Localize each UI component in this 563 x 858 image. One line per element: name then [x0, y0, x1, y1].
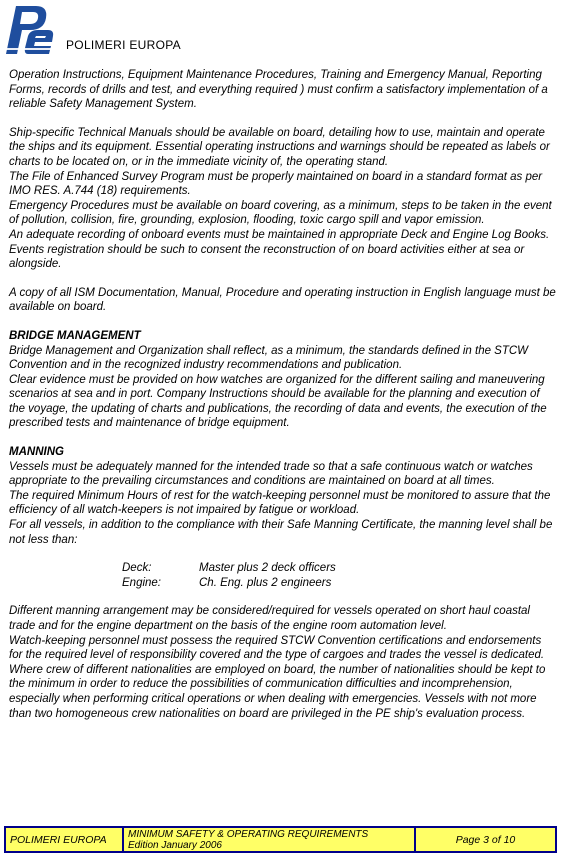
paragraph: A copy of all ISM Documentation, Manual, Procedure and operating instruction in English language must be available on board.	[9, 286, 556, 314]
footer-document-title	[124, 828, 416, 851]
paragraph: Emergency Procedures must be available on board covering, as a minimum, steps to be taken in the event of pollution, collision, fire, grounding, explosion, flooding, toxic cargo spill and vapor emission.	[9, 199, 552, 227]
paragraph: Watch-keeping personnel must possess the required STCW Convention certifications and endorsements for the required level of responsibility covered and the type of cargoes and trades the vessel is dedicated.	[9, 634, 545, 662]
page-header	[0, 0, 563, 62]
paragraph: The required Minimum Hours of rest for the watch-keeping personnel must be monitored to assure that the efficiency of all watch-keepers is not impaired by fatigue or workload.	[9, 489, 551, 517]
paragraph: For all vessels, in addition to the compliance with their Safe Manning Certificate, the manning level shall be not less than:	[9, 519, 553, 546]
footer-company: POLIMERI EUROPA	[6, 828, 124, 851]
paragraph: Ship-specific Technical Manuals should be available on board, detailing how to use, maintain and operate the ships and its equipment. Essential operating instructions and warnings should be repeated as labels or charts to be located on, or in the immediate vicinity of, the operating stand.	[9, 126, 550, 168]
section-heading-bridge: BRIDGE MANAGEMENT	[9, 329, 141, 342]
footer-title: MINIMUM SAFETY & OPERATING REQUIREMENTS	[128, 828, 369, 840]
manning-row-key: Engine:	[122, 576, 162, 589]
paragraph: Operation Instructions, Equipment Maintenance Procedures, Training and Emergency Manual, Reporting Forms, records of drills and test, and everything required ) must confirm a satisfactory implementation of a reliable Safety Management System.	[9, 69, 548, 111]
polimeri-europa-logo	[2, 2, 56, 56]
company-name: POLIMERI EUROPA	[66, 38, 181, 52]
paragraph: Where crew of different nationalities are employed on board, the number of nationalities should be kept to the minimum in order to reduce the possibilities of communication difficulties and incomprehension, especially when performing critical operations or when dealing with emergencies. Vessels with not more than two homogeneous crew nationalities on board are privileged in the PE ship's evaluation process.	[9, 663, 546, 720]
paragraph: Vessels must be adequately manned for the intended trade so that a safe continuous watch or watches appropriate to the prevailing circumstances and conditions are maintained on board at all times.	[9, 460, 533, 488]
paragraph: Clear evidence must be provided on how watches are organized for the different sailing and maneuvering scenarios at sea and in port. Company Instructions should be available for the planning and execution of the voyage, the updating of charts and publications, the recording of data and events, the execution of the prescribed tests and maintenance of bridge equipment.	[9, 373, 547, 430]
footer-page-number: Page 3 of 10	[455, 833, 516, 846]
manning-row	[122, 561, 557, 576]
manning-row	[122, 576, 557, 591]
page-footer	[4, 826, 557, 853]
manning-row-value: Master plus 2 deck officers	[199, 562, 336, 575]
paragraph: Bridge Management and Organization shall reflect, as a minimum, the standards defined in the STCW Convention and in the recognized industry recommendations and publication.	[9, 344, 529, 372]
document-body	[9, 68, 557, 721]
paragraph: Different manning arrangement may be considered/required for vessels operated on short haul coastal trade and for the engine department on the basis of the engine room automation level.	[9, 605, 530, 632]
manning-levels-table	[122, 561, 557, 590]
paragraph: The File of Enhanced Survey Program must be properly maintained on board in a standard format as per IMO RES. A.744 (18) requirements.	[9, 170, 543, 198]
paragraph: An adequate recording of onboard events must be maintained in appropriate Deck and Engine Log Books. Events registration should be such to consent the reconstruction of on board activities either at sea or alongside.	[9, 228, 550, 271]
manning-row-value: Ch. Eng. plus 2 engineers	[199, 576, 332, 589]
footer-edition: Edition January 2006	[128, 839, 222, 851]
section-heading-manning: MANNING	[9, 446, 64, 459]
manning-row-key: Deck:	[122, 562, 152, 575]
